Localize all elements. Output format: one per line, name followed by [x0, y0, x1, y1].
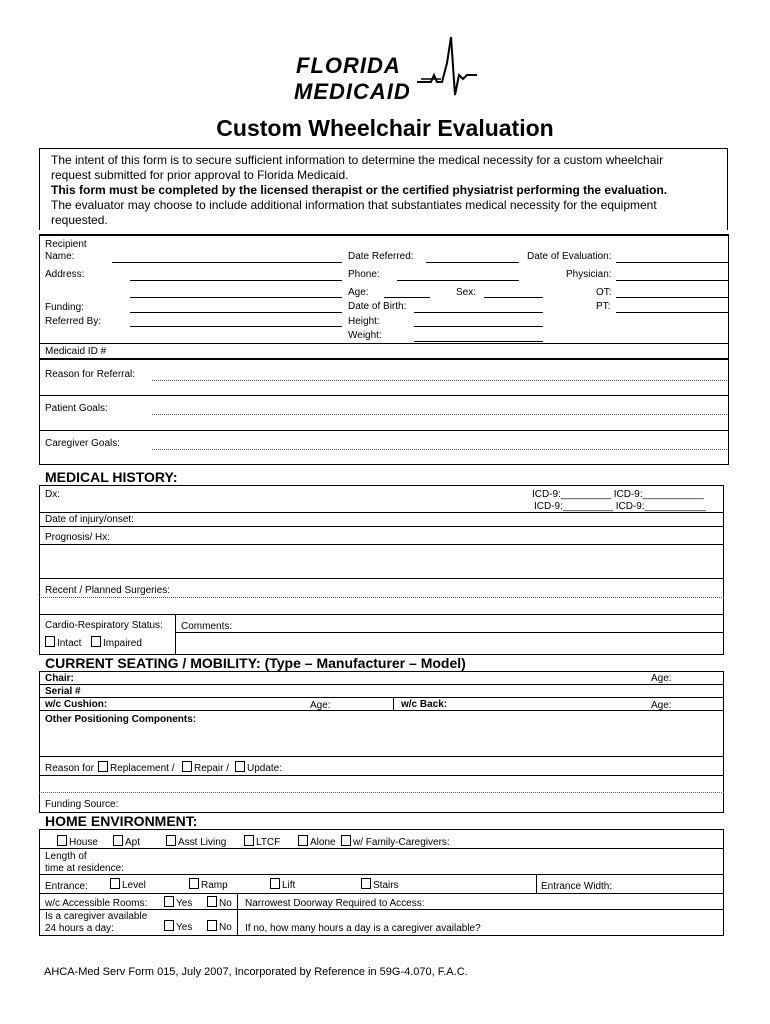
lift-checkbox[interactable] [270, 878, 280, 889]
update-checkbox[interactable] [235, 761, 245, 772]
logo-text-medicaid: MEDICAID [294, 79, 411, 104]
alone-label: Alone [310, 837, 336, 848]
surgeries-field[interactable] [39, 597, 724, 598]
entrance-label: Entrance: [45, 881, 88, 892]
caregiver-no-checkbox[interactable] [207, 920, 217, 931]
ot-field[interactable] [616, 297, 728, 298]
asst-living-label: Asst Living [178, 837, 227, 848]
pt-field[interactable] [616, 312, 728, 313]
replacement-label: Replacement / [110, 763, 175, 774]
replacement-checkbox[interactable] [98, 761, 108, 772]
cushion-label: w/c Cushion: [45, 699, 108, 710]
date-referred-label: Date Referred: [348, 251, 414, 262]
divider [175, 632, 724, 633]
intro-text-1: The intent of this form is to secure sufficient information to determine the medical necessity for a custom wheelchair [51, 153, 664, 167]
divider [39, 710, 724, 711]
caregiver-no-label: No [219, 922, 232, 933]
dx-label: Dx: [45, 489, 60, 500]
impaired-checkbox[interactable] [91, 636, 101, 647]
serial-label: Serial # [45, 686, 81, 697]
chair-label: Chair: [45, 673, 74, 684]
patient-goals-field[interactable] [152, 414, 727, 415]
prognosis-label: Prognosis/ Hx: [45, 532, 111, 543]
ramp-checkbox[interactable] [189, 878, 199, 889]
height-field[interactable] [414, 326, 543, 327]
doorway-label: Narrowest Doorway Required to Access: [245, 898, 425, 909]
back-age-label: Age: [651, 700, 672, 711]
house-checkbox[interactable] [57, 835, 67, 846]
divider [39, 909, 724, 910]
ramp-label: Ramp [201, 880, 228, 891]
referred-by-field[interactable] [130, 326, 342, 327]
physician-field[interactable] [616, 280, 728, 281]
hours-label: If no, how many hours a day is a caregiver available? [245, 923, 481, 934]
logo-text-florida: FLORIDA [296, 53, 401, 78]
phone-label: Phone: [348, 269, 380, 280]
funding-label: Funding: [45, 302, 84, 313]
divider [536, 874, 537, 893]
level-checkbox[interactable] [110, 878, 120, 889]
icd-row-2: ICD-9:_________ ICD-9:___________ [534, 501, 706, 512]
rooms-label: w/c Accessible Rooms: [45, 898, 148, 909]
age-label: Age: [348, 287, 369, 298]
intro-text-2: request submitted for prior approval to Florida Medicaid. [51, 168, 349, 182]
divider [39, 544, 724, 545]
divider [39, 756, 724, 757]
lift-label: Lift [282, 880, 296, 891]
dob-field[interactable] [414, 312, 543, 313]
impaired-label: Impaired [103, 638, 142, 649]
asst-living-checkbox[interactable] [166, 835, 176, 846]
divider [39, 893, 724, 894]
rooms-no-label: No [219, 898, 232, 909]
divider [39, 395, 729, 396]
rooms-yes-checkbox[interactable] [164, 896, 174, 907]
home-heading: HOME ENVIRONMENT: [45, 813, 198, 829]
address-label: Address: [45, 269, 85, 280]
funding-field[interactable] [130, 312, 342, 313]
ltcf-checkbox[interactable] [244, 835, 254, 846]
cardio-label: Cardio-Respiratory Status: [45, 620, 163, 631]
divider [237, 893, 238, 936]
address-field-1[interactable] [130, 280, 342, 281]
stairs-label: Stairs [373, 880, 399, 891]
sex-label: Sex: [456, 287, 477, 298]
length-label-2: time at residence: [45, 863, 124, 874]
recipient-label: Recipient [45, 239, 87, 250]
medicaid-id-label: Medicaid ID # [45, 346, 107, 357]
weight-field[interactable] [414, 341, 543, 342]
reason-referral-field[interactable] [152, 380, 727, 381]
house-label: House [69, 837, 98, 848]
height-label: Height: [348, 316, 380, 327]
weight-label: Weight: [348, 330, 382, 341]
divider [39, 578, 724, 579]
icd-row-1: ICD-9:_________ ICD-9:___________ [532, 489, 704, 500]
caregiver-label-1: Is a caregiver available [45, 911, 148, 922]
caregiver-yes-checkbox[interactable] [164, 920, 174, 931]
intro-text-4: The evaluator may choose to include additional information that substantiates medical necessity for the equipment [51, 198, 657, 212]
caregiver-label-2: 24 hours a day: [45, 923, 114, 934]
update-label: Update: [247, 763, 283, 774]
patient-goals-label: Patient Goals: [45, 403, 108, 414]
intact-label: Intact [57, 638, 82, 649]
back-label: w/c Back: [401, 699, 448, 710]
reason-referral-label: Reason for Referral: [45, 369, 136, 380]
divider [39, 614, 724, 615]
caregiver-goals-field[interactable] [152, 449, 727, 450]
injury-label: Date of injury/onset: [45, 514, 134, 525]
address-field-2[interactable] [130, 297, 342, 298]
referred-by-label: Referred By: [45, 316, 102, 327]
chair-age-label: Age: [651, 673, 672, 684]
divider [393, 697, 394, 710]
divider [39, 684, 724, 685]
sex-field[interactable] [484, 297, 543, 298]
surgeries-label: Recent / Planned Surgeries: [45, 585, 171, 596]
physician-label: Physician: [566, 269, 612, 280]
medical-history-heading: MEDICAL HISTORY: [45, 469, 178, 485]
entrance-width-label: Entrance Width: [541, 881, 613, 892]
cushion-age-label: Age: [310, 700, 331, 711]
ot-label: OT: [596, 287, 612, 298]
intro-text-5: requested. [51, 213, 108, 227]
divider [39, 697, 724, 698]
intro-text-3: This form must be completed by the licensed therapist or the certified physiatrist performing the evaluation. [51, 183, 668, 197]
family-checkbox[interactable] [341, 835, 351, 846]
intact-checkbox[interactable] [45, 636, 55, 647]
comments-label: Comments: [181, 621, 233, 632]
divider [39, 874, 724, 875]
divider [39, 848, 724, 849]
divider [175, 614, 176, 655]
date-eval-label: Date of Evaluation: [527, 251, 612, 262]
length-label-1: Length of [45, 851, 87, 862]
florida-medicaid-logo [292, 35, 477, 107]
family-label: w/ Family-Caregivers: [353, 837, 450, 848]
date-referred-field[interactable] [426, 262, 519, 263]
apt-label: Apt [125, 837, 141, 848]
caregiver-yes-label: Yes [176, 922, 193, 933]
funding-source-label: Funding Source: [45, 799, 119, 810]
divider [39, 512, 724, 513]
dob-label: Date of Birth: [348, 301, 407, 312]
divider [39, 430, 729, 431]
stairs-checkbox[interactable] [361, 878, 371, 889]
rooms-yes-label: Yes [176, 898, 193, 909]
rooms-no-checkbox[interactable] [207, 896, 217, 907]
seating-heading: CURRENT SEATING / MOBILITY: (Type – Manufacturer – Model) [45, 655, 466, 671]
repair-label: Repair / [194, 763, 230, 774]
divider [39, 775, 724, 776]
phone-field[interactable] [397, 280, 519, 281]
reason-for-label: Reason for [45, 763, 94, 774]
heartbeat-icon [417, 35, 477, 107]
divider [39, 234, 729, 236]
repair-checkbox[interactable] [182, 761, 192, 772]
name-field[interactable] [112, 262, 342, 263]
divider [39, 343, 729, 344]
pt-label: PT: [596, 301, 611, 312]
apt-checkbox[interactable] [113, 835, 123, 846]
seating-reason-field[interactable] [39, 792, 724, 793]
divider [39, 526, 724, 527]
other-label: Other Positioning Components: [45, 714, 197, 725]
ltcf-label: LTCF [256, 837, 281, 848]
date-eval-field[interactable] [616, 262, 728, 263]
divider [39, 358, 729, 360]
age-field[interactable] [384, 297, 430, 298]
form-footer: AHCA-Med Serv Form 015, July 2007, Incorporated by Reference in 59G-4.070, F.A.C. [44, 966, 468, 978]
alone-checkbox[interactable] [298, 835, 308, 846]
caregiver-goals-label: Caregiver Goals: [45, 438, 121, 449]
page-title: Custom Wheelchair Evaluation [216, 115, 554, 141]
name-label: Name: [45, 251, 75, 262]
level-label: Level [122, 880, 146, 891]
